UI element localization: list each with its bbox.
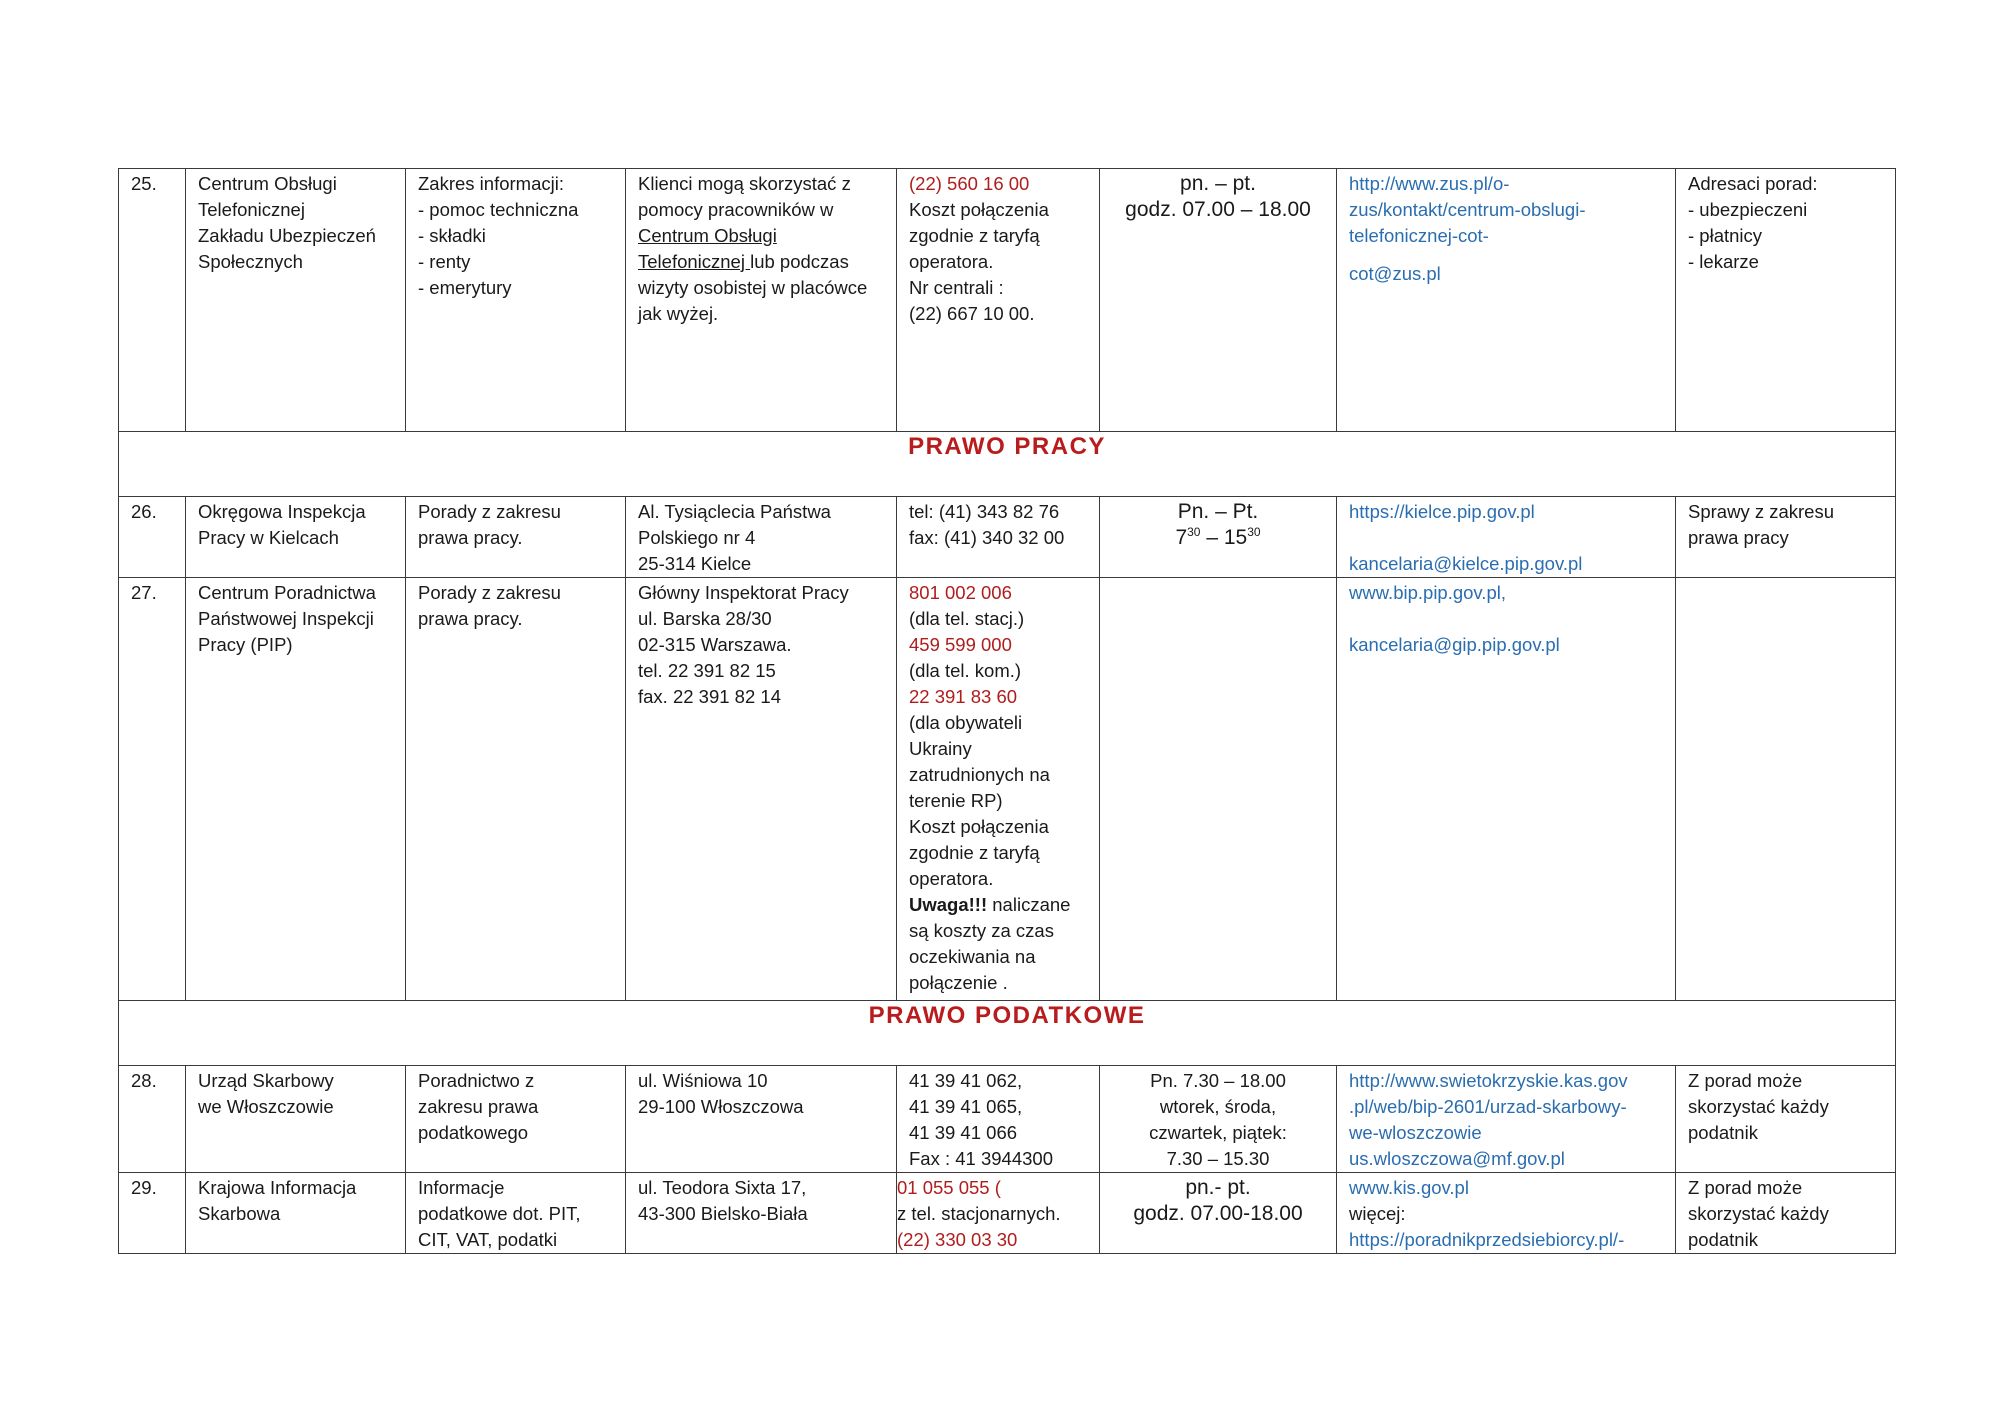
web-contact-cell [1337,169,1676,432]
advice-scope: Informacje podatkowe dot. PIT, CIT, VAT, podatki [406,1173,626,1254]
row-number: 29. [119,1173,186,1254]
email-link[interactable]: us.wloszczowa@mf.gov.pl [1349,1148,1565,1169]
notes-cell: Adresaci porad: - ubezpieczeni - płatnicy - lekarze [1676,169,1896,432]
row-number: 25. [119,169,186,432]
address-cell: ul. Teodora Sixta 17, 43-300 Bielsko-Biała [626,1173,897,1254]
website-link[interactable]: www.kis.gov.pl [1349,1177,1469,1198]
website-link-more[interactable]: https://poradnikprzedsiebiorcy.pl/- [1349,1229,1625,1250]
web-contact-cell [1337,578,1676,1001]
advice-scope: Poradnictwo z zakresu prawa podatkowego [406,1066,626,1173]
opening-hours: Pn. 7.30 – 18.00 wtorek, środa, czwartek, piątek: 7.30 – 15.30 [1100,1066,1337,1173]
table-row [119,169,1896,432]
phone-number: (22) 330 03 30 [897,1229,1018,1250]
table-row [119,1173,1896,1254]
institution-name: Centrum Poradnictwa Państwowej Inspekcji Pracy (PIP) [186,578,406,1001]
address-cell: ul. Wiśniowa 10 29-100 Włoszczowa [626,1066,897,1173]
email-link[interactable]: kancelaria@gip.pip.gov.pl [1349,634,1560,655]
phone-cell: 801 002 006 (dla tel. stacj.) 459 599 000 (dla tel. kom.) 22 391 83 60 (dla obywateli Ukrainy zatrudnionych na terenie RP) Koszt połączenia zgodnie z taryfą operatora. Uwaga!!! naliczane są koszty za czas oczekiwania na połączenie . [897,578,1100,1001]
phone-number: 801 002 006 [909,582,1012,603]
section-header-row [119,432,1896,497]
row-number: 28. [119,1066,186,1173]
notes-cell [1676,578,1896,1001]
table-row [119,497,1896,578]
phone-cell: tel: (41) 343 82 76 fax: (41) 340 32 00 [897,497,1100,578]
web-contact-cell: www.kis.gov.pl więcej: https://poradnikprzedsiebiorcy.pl/- [1337,1173,1676,1254]
section-title-labor-law: PRAWO PRACY [119,432,1896,497]
advice-scope: Porady z zakresu prawa pracy. [406,497,626,578]
notes-cell: Sprawy z zakresu prawa pracy [1676,497,1896,578]
email-link[interactable]: cot@zus.pl [1349,263,1441,284]
phone-number: 01 055 055 ( [897,1177,1001,1198]
table-row [119,1066,1896,1173]
address-cell: Główny Inspektorat Pracy ul. Barska 28/30 02-315 Warszawa. tel. 22 391 82 15 fax. 22 391 82 14 [626,578,897,1001]
web-contact-cell [1337,497,1676,578]
section-title-tax-law: PRAWO PODATKOWE [119,1001,1896,1066]
opening-hours: pn. – pt. godz. 07.00 – 18.00 [1100,169,1337,432]
phone-cell: (22) 560 16 00 Koszt połączenia zgodnie z taryfą operatora. Nr centrali : (22) 667 10 00. [897,169,1100,432]
web-contact-cell [1337,1066,1676,1173]
opening-hours: pn.- pt. godz. 07.00-18.00 [1100,1173,1337,1254]
phone-number: (22) 560 16 00 [909,173,1030,194]
website-link[interactable]: http://www.swietokrzyskie.kas.gov .pl/web/bip-2601/urzad-skarbowy- we-wloszczowie [1349,1070,1628,1143]
phone-number: 459 599 000 [909,634,1012,655]
website-link[interactable]: https://kielce.pip.gov.pl [1349,501,1535,522]
website-link[interactable]: http://www.zus.pl/o- zus/kontakt/centrum-obslugi- telefonicznej-cot- [1349,173,1586,246]
row-number: 27. [119,578,186,1001]
institution-name: Krajowa Informacja Skarbowa [186,1173,406,1254]
phone-cell: 01 055 055 ( z tel. stacjonarnych. (22) 330 03 30 [897,1173,1100,1254]
website-link[interactable]: www.bip.pip.gov.pl, [1349,582,1506,603]
institution-name: Okręgowa Inspekcja Pracy w Kielcach [186,497,406,578]
opening-hours [1100,578,1337,1001]
table-row [119,578,1896,1001]
email-link[interactable]: kancelaria@kielce.pip.gov.pl [1349,553,1583,574]
advice-scope: Zakres informacji: - pomoc techniczna - składki - renty - emerytury [406,169,626,432]
institution-name: Centrum Obsługi Telefonicznej Zakładu Ubezpieczeń Społecznych [186,169,406,432]
warning-label: Uwaga!!! [909,894,988,915]
address-cell: Klienci mogą skorzystać z pomocy pracowników w Centrum Obsługi Telefonicznej lub podczas wizyty osobistej w placówce jak wyżej. [626,169,897,432]
notes-cell: Z porad może skorzystać każdy podatnik [1676,1173,1896,1254]
section-header-row [119,1001,1896,1066]
cot-link-text: Centrum Obsługi Telefonicznej [638,225,777,272]
institution-name: Urząd Skarbowy we Włoszczowie [186,1066,406,1173]
opening-hours: Pn. – Pt. $7^{30} - 15^{30}$ [1100,497,1337,578]
institutions-table [118,168,1896,1254]
advice-scope: Porady z zakresu prawa pracy. [406,578,626,1001]
phone-cell: 41 39 41 062, 41 39 41 065, 41 39 41 066 Fax : 41 3944300 [897,1066,1100,1173]
address-cell: Al. Tysiąclecia Państwa Polskiego nr 4 25-314 Kielce [626,497,897,578]
notes-cell: Z porad może skorzystać każdy podatnik [1676,1066,1896,1173]
phone-number: 22 391 83 60 [909,686,1018,707]
row-number: 26. [119,497,186,578]
